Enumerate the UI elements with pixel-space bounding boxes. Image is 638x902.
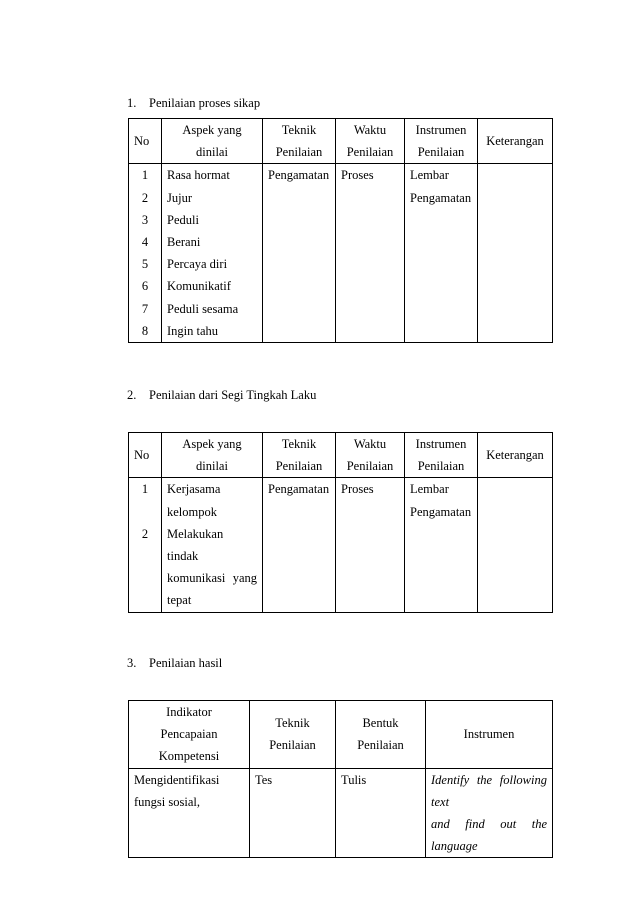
- header-teknik: Teknik Penilaian: [263, 433, 336, 478]
- keterangan-cell: [478, 164, 553, 343]
- table-row: [129, 164, 553, 343]
- header-teknik: Teknik Penilaian: [263, 119, 336, 164]
- row-numbers: 1 2 3 4 5 6 7 8: [129, 164, 162, 343]
- header-aspek: Aspek yang dinilai: [162, 433, 263, 478]
- section-3-title: Penilaian hasil: [149, 656, 223, 670]
- header-instrumen: Instrumen: [426, 701, 553, 769]
- header-no: No: [129, 119, 162, 164]
- instrumen-cell: Lembar Pengamatan: [405, 164, 478, 343]
- sikap-table: [128, 118, 553, 343]
- section-2-heading: [127, 388, 316, 403]
- section-1-title: Penilaian proses sikap: [149, 96, 261, 110]
- aspect-list: Rasa hormat Jujur Peduli Berani Percaya diri Komunikatif Peduli sesama Ingin tahu: [162, 164, 263, 343]
- header-keterangan: Keterangan: [478, 119, 553, 164]
- waktu-cell: Proses: [336, 478, 405, 612]
- row-numbers: 1 2: [129, 478, 162, 612]
- header-bentuk: Bentuk Penilaian: [336, 701, 426, 769]
- header-aspek: Aspek yang dinilai: [162, 119, 263, 164]
- section-1-number: 1.: [127, 96, 137, 110]
- header-instrumen: Instrumen Penilaian: [405, 433, 478, 478]
- tingkah-laku-table: [128, 432, 553, 613]
- section-2-title: Penilaian dari Segi Tingkah Laku: [149, 388, 317, 402]
- hasil-table: [128, 700, 553, 858]
- section-2-number: 2.: [127, 388, 137, 402]
- header-no: No: [129, 433, 162, 478]
- header-waktu: Waktu Penilaian: [336, 433, 405, 478]
- section-3-number: 3.: [127, 656, 137, 670]
- table-row: [129, 768, 553, 858]
- section-1-heading: [127, 96, 260, 111]
- table-header-row: [129, 433, 553, 478]
- table-header-row: [129, 119, 553, 164]
- header-waktu: Waktu Penilaian: [336, 119, 405, 164]
- section-3-heading: [127, 656, 222, 671]
- teknik-cell: Tes: [250, 768, 336, 858]
- bentuk-cell: Tulis: [336, 768, 426, 858]
- header-keterangan: Keterangan: [478, 433, 553, 478]
- header-indikator: Indikator Pencapaian Kompetensi: [129, 701, 250, 769]
- instrumen-cell: Identify the following text and find out the language: [426, 768, 553, 858]
- teknik-cell: Pengamatan: [263, 478, 336, 612]
- header-teknik: Teknik Penilaian: [250, 701, 336, 769]
- aspect-list: Kerjasama kelompok Melakukan tindak komunikasi yang tepat: [162, 478, 263, 612]
- keterangan-cell: [478, 478, 553, 612]
- header-instrumen: Instrumen Penilaian: [405, 119, 478, 164]
- waktu-cell: Proses: [336, 164, 405, 343]
- table-row: [129, 478, 553, 612]
- table-header-row: [129, 701, 553, 769]
- indikator-cell: Mengidentifikasi fungsi sosial,: [129, 768, 250, 858]
- teknik-cell: Pengamatan: [263, 164, 336, 343]
- instrumen-cell: Lembar Pengamatan: [405, 478, 478, 612]
